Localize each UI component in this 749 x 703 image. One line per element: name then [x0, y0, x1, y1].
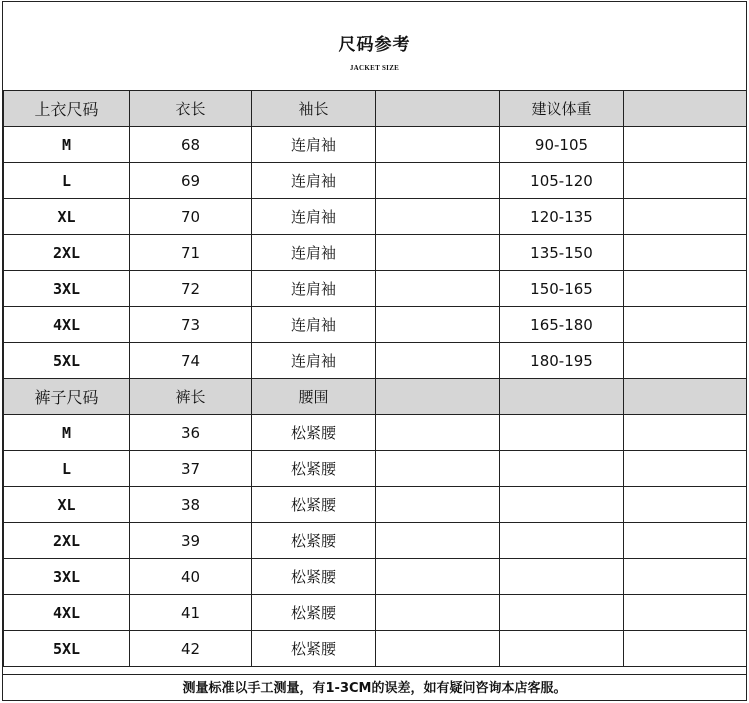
empty-cell: [624, 199, 747, 235]
empty-cell: [376, 271, 500, 307]
empty-cell: [624, 163, 747, 199]
empty-cell: [376, 595, 500, 631]
table-row: [4, 559, 747, 595]
empty-cell: [624, 127, 747, 163]
table-row: [4, 199, 747, 235]
pants-length-cell: 37: [130, 451, 252, 487]
jacket-header-cell: 上衣尺码: [4, 91, 130, 127]
jacket-sleeve-cell: 连肩袖: [252, 163, 376, 199]
jacket-sleeve-cell: 连肩袖: [252, 235, 376, 271]
pants-length-cell: 40: [130, 559, 252, 595]
table-row: [4, 343, 747, 379]
jacket-header-cell: 袖长: [252, 91, 376, 127]
jacket-header-cell: 衣长: [130, 91, 252, 127]
measurement-note: 测量标准以手工测量，有1-3CM的误差，如有疑问咨询本店客服。: [3, 674, 746, 702]
empty-cell: [624, 631, 747, 667]
empty-cell: [376, 523, 500, 559]
title-box: [3, 2, 746, 90]
pants-size-cell: 5XL: [4, 631, 130, 667]
pants-waist-cell: 松紧腰: [252, 631, 376, 667]
pants-length-cell: 41: [130, 595, 252, 631]
jacket-size-cell: 2XL: [4, 235, 130, 271]
jacket-length-cell: 72: [130, 271, 252, 307]
empty-cell: [376, 487, 500, 523]
jacket-size-cell: 5XL: [4, 343, 130, 379]
jacket-weight-cell: 90-105: [500, 127, 624, 163]
jacket-header-cell: 建议体重: [500, 91, 624, 127]
pants-header-cell: 裤子尺码: [4, 379, 130, 415]
table-row: [4, 487, 747, 523]
size-table: [3, 90, 747, 667]
jacket-length-cell: 70: [130, 199, 252, 235]
pants-length-cell: 39: [130, 523, 252, 559]
jacket-length-cell: 71: [130, 235, 252, 271]
jacket-weight-cell: 105-120: [500, 163, 624, 199]
table-row: [4, 235, 747, 271]
pants-waist-cell: 松紧腰: [252, 595, 376, 631]
empty-cell: [376, 631, 500, 667]
empty-cell: [376, 451, 500, 487]
pants-length-cell: 38: [130, 487, 252, 523]
jacket-length-cell: 74: [130, 343, 252, 379]
table-row: [4, 595, 747, 631]
table-row: [4, 127, 747, 163]
pants-header-cell: 腰围: [252, 379, 376, 415]
empty-cell: [624, 523, 747, 559]
jacket-header-cell: [376, 91, 500, 127]
jacket-sleeve-cell: 连肩袖: [252, 271, 376, 307]
empty-cell: [376, 307, 500, 343]
pants-size-cell: M: [4, 415, 130, 451]
pants-header-cell: [500, 379, 624, 415]
jacket-sleeve-cell: 连肩袖: [252, 307, 376, 343]
empty-cell: [376, 235, 500, 271]
jacket-length-cell: 68: [130, 127, 252, 163]
jacket-length-cell: 69: [130, 163, 252, 199]
size-chart: [2, 1, 747, 701]
empty-cell: [500, 595, 624, 631]
pants-waist-cell: 松紧腰: [252, 451, 376, 487]
table-row: [4, 271, 747, 307]
pants-header-cell: [624, 379, 747, 415]
jacket-header-row: [4, 91, 747, 127]
pants-length-cell: 42: [130, 631, 252, 667]
pants-header-cell: [376, 379, 500, 415]
pants-size-cell: L: [4, 451, 130, 487]
jacket-size-cell: XL: [4, 199, 130, 235]
pants-size-cell: 3XL: [4, 559, 130, 595]
empty-cell: [500, 487, 624, 523]
jacket-size-cell: M: [4, 127, 130, 163]
jacket-size-cell: 3XL: [4, 271, 130, 307]
jacket-weight-cell: 150-165: [500, 271, 624, 307]
jacket-sleeve-cell: 连肩袖: [252, 199, 376, 235]
empty-cell: [500, 559, 624, 595]
empty-cell: [624, 487, 747, 523]
jacket-size-cell: L: [4, 163, 130, 199]
page-subtitle: JACKET SIZE: [349, 64, 400, 72]
jacket-length-cell: 73: [130, 307, 252, 343]
jacket-header-cell: [624, 91, 747, 127]
pants-waist-cell: 松紧腰: [252, 487, 376, 523]
pants-waist-cell: 松紧腰: [252, 559, 376, 595]
empty-cell: [624, 235, 747, 271]
empty-cell: [376, 343, 500, 379]
table-row: [4, 163, 747, 199]
table-row: [4, 631, 747, 667]
empty-cell: [624, 559, 747, 595]
pants-size-cell: XL: [4, 487, 130, 523]
jacket-weight-cell: 135-150: [500, 235, 624, 271]
empty-cell: [624, 451, 747, 487]
empty-cell: [376, 127, 500, 163]
empty-cell: [376, 163, 500, 199]
jacket-sleeve-cell: 连肩袖: [252, 127, 376, 163]
table-row: [4, 523, 747, 559]
empty-cell: [624, 343, 747, 379]
pants-header-cell: 裤长: [130, 379, 252, 415]
page-title: 尺码参考: [338, 35, 411, 55]
jacket-weight-cell: 165-180: [500, 307, 624, 343]
pants-waist-cell: 松紧腰: [252, 523, 376, 559]
empty-cell: [376, 559, 500, 595]
table-row: [4, 415, 747, 451]
empty-cell: [500, 451, 624, 487]
empty-cell: [376, 199, 500, 235]
jacket-weight-cell: 120-135: [500, 199, 624, 235]
jacket-sleeve-cell: 连肩袖: [252, 343, 376, 379]
empty-cell: [500, 415, 624, 451]
pants-length-cell: 36: [130, 415, 252, 451]
pants-size-cell: 4XL: [4, 595, 130, 631]
jacket-weight-cell: 180-195: [500, 343, 624, 379]
empty-cell: [624, 415, 747, 451]
pants-waist-cell: 松紧腰: [252, 415, 376, 451]
pants-header-row: [4, 379, 747, 415]
empty-cell: [376, 415, 500, 451]
pants-size-cell: 2XL: [4, 523, 130, 559]
empty-cell: [624, 307, 747, 343]
table-row: [4, 307, 747, 343]
jacket-size-cell: 4XL: [4, 307, 130, 343]
table-row: [4, 451, 747, 487]
empty-cell: [624, 595, 747, 631]
empty-cell: [500, 523, 624, 559]
empty-cell: [624, 271, 747, 307]
empty-cell: [500, 631, 624, 667]
